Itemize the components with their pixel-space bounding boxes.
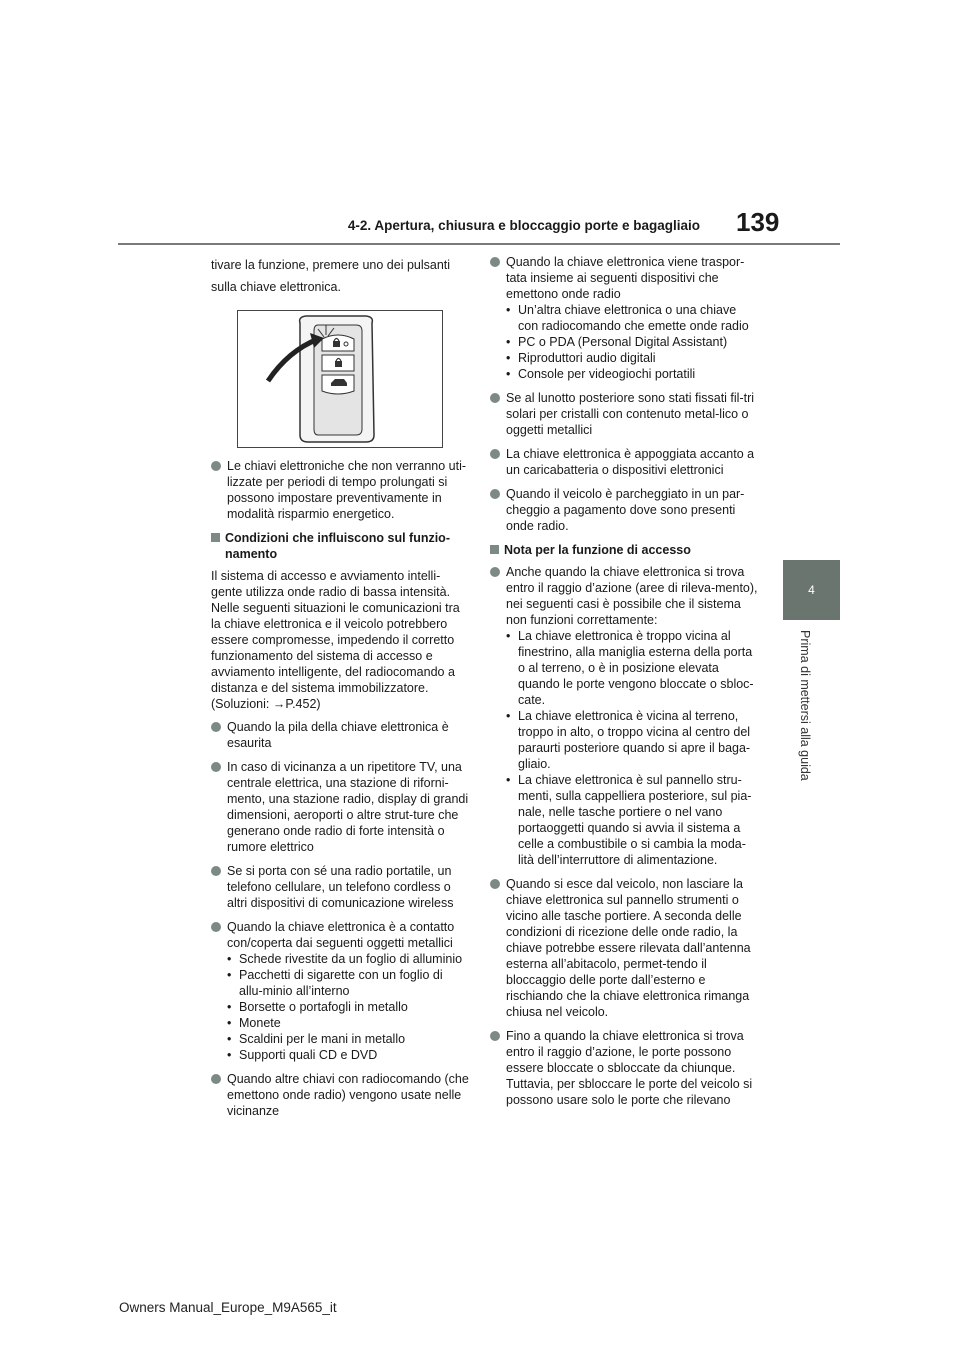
section-heading: Nota per la funzione di accesso bbox=[490, 542, 758, 558]
right-column bbox=[490, 254, 758, 1116]
list-item: La chiave elettronica è appoggiata accanto a un caricabatteria o dispositivi elettronici bbox=[490, 446, 758, 478]
sub-list-item: • PC o PDA (Personal Digital Assistant) bbox=[506, 334, 758, 350]
sub-list-item: • Console per videogiochi portatili bbox=[506, 366, 758, 382]
smart-key-illustration bbox=[237, 310, 443, 448]
bullet-icon bbox=[490, 879, 500, 889]
sub-list-item: • Monete bbox=[227, 1015, 469, 1031]
square-bullet-icon bbox=[490, 545, 499, 554]
list-item: Anche quando la chiave elettronica si trova entro il raggio d’azione (aree di rileva-mento), nei seguenti casi è possibile che il sistema non funzioni correttamente: • La chiave elettronica è troppo vicina al finestrino, alla maniglia esterna della porta o al terreno, o è in posizione elevata quando le porte vengono bloccate o sbloc-cate. • La chiave elettronica è vicina al terreno, troppo in alto, o troppo vicina al centro del paraurti posteriore quando si apre il baga-gliaio. • La chiave elettronica è sul pannello stru-menti, sulla cappelliera posteriore, sul pia-nale, nelle tasche portiere o nel vano portaoggetti quando si avvia il sistema a celle a combustibile o si cambia la moda-lità dell’interruttore di alimentazione. bbox=[490, 564, 758, 868]
bullet-icon bbox=[211, 461, 221, 471]
list-item: Se al lunotto posteriore sono stati fissati fil-tri solari per cristalli con contenuto metal-lico o oggetti metallici bbox=[490, 390, 758, 438]
bullet-icon bbox=[211, 722, 221, 732]
square-bullet-icon bbox=[211, 533, 220, 542]
bullet-icon bbox=[211, 1074, 221, 1084]
page-reference-link[interactable]: →P.452) bbox=[272, 697, 321, 711]
chapter-tab bbox=[783, 560, 840, 620]
chapter-label: Prima di mettersi alla guida bbox=[798, 630, 812, 781]
sub-list-item: • Borsette o portafogli in metallo bbox=[227, 999, 469, 1015]
page-number: 139 bbox=[736, 207, 780, 237]
sub-list-item: • Un’altra chiave elettronica o una chiave con radiocomando che emette onde radio bbox=[506, 302, 758, 334]
bullet-icon bbox=[490, 257, 500, 267]
bullet-icon bbox=[490, 1031, 500, 1041]
bullet-icon bbox=[211, 922, 221, 932]
bullet-icon bbox=[211, 866, 221, 876]
section-heading: Condizioni che influiscono sul funzio-namento bbox=[211, 530, 469, 562]
list-item: Le chiavi elettroniche che non verranno uti-lizzate per periodi di tempo prolungati si possono impostare preventivamente in modalità risparmio energetico. bbox=[211, 458, 469, 522]
paragraph: Il sistema di accesso e avviamento intelli-gente utilizza onde radio di bassa intensità. Nelle seguenti situazioni le comunicazioni tra la chiave elettronica e il veicolo potrebbero essere compromesse, impedendo il corretto funzionamento del sistema di accesso e avviamento intelligente, del radiocomando a distanza e del sistema immobilizzatore. (Soluzioni: →P.452) bbox=[211, 569, 460, 711]
list-item: Quando la pila della chiave elettronica è esaurita bbox=[211, 719, 469, 751]
list-item: Se si porta con sé una radio portatile, un telefono cellulare, un telefono cordless o altri dispositivi di comunicazione wireless bbox=[211, 863, 469, 911]
bullet-icon bbox=[490, 567, 500, 577]
list-item: Quando la chiave elettronica viene traspor-tata insieme ai seguenti dispositivi che emettono onde radio • Un’altra chiave elettronica o una chiave con radiocomando che emette onde radio • PC o PDA (Personal Digital Assistant) • Riproduttori audio digitali • Console per videogiochi portatili bbox=[490, 254, 758, 382]
bullet-icon bbox=[490, 489, 500, 499]
smart-key-icon bbox=[238, 311, 442, 447]
sub-list-item: • Riproduttori audio digitali bbox=[506, 350, 758, 366]
sub-list-item: • La chiave elettronica è vicina al terreno, troppo in alto, o troppo vicina al centro del paraurti posteriore quando si apre il baga-gliaio. bbox=[506, 708, 758, 772]
intro-text: tivare la funzione, premere uno dei pulsanti sulla chiave elettronica. bbox=[211, 258, 451, 294]
sub-list-item: • Pacchetti di sigarette con un foglio di allu-minio all’interno bbox=[227, 967, 469, 999]
footer-document-id: Owners Manual_Europe_M9A565_it bbox=[119, 1300, 337, 1315]
header-rule bbox=[118, 243, 840, 245]
list-item: Quando la chiave elettronica è a contatto con/coperta dai seguenti oggetti metallici • Schede rivestite da un foglio di alluminio • Pacchetti di sigarette con un foglio di allu-minio all’interno • Borsette o portafogli in metallo • Monete • Scaldini per le mani in metallo • Supporti quali CD e DVD bbox=[211, 919, 469, 1063]
list-item: Fino a quando la chiave elettronica si trova entro il raggio d’azione, le porte possono essere bloccate o sbloccate da chiunque. Tuttavia, per sbloccare le porte del veicolo si possono usare solo le porte che rilevano bbox=[490, 1028, 758, 1108]
bullet-icon bbox=[211, 762, 221, 772]
list-item: Quando si esce dal veicolo, non lasciare la chiave elettronica sul pannello strumenti o vicino alle tasche portiere. A seconda delle condizioni di ricezione delle onde radio, la chiave potrebbe essere rilevata dall’antenna esterna all’abitacolo, permet-tendo il bloccaggio delle porte dall’esterno e rischiando che la chiave elettronica rimanga chiusa nel veicolo. bbox=[490, 876, 758, 1020]
list-item: Quando il veicolo è parcheggiato in un par-cheggio a pagamento dove sono presenti onde radio. bbox=[490, 486, 758, 534]
sub-list-item: • Supporti quali CD e DVD bbox=[227, 1047, 469, 1063]
bullet-icon bbox=[490, 393, 500, 403]
sub-list-item: • Schede rivestite da un foglio di alluminio bbox=[227, 951, 469, 967]
sub-list-item: • Scaldini per le mani in metallo bbox=[227, 1031, 469, 1047]
list-item: In caso di vicinanza a un ripetitore TV, una centrale elettrica, una stazione di riforni-mento, una stazione radio, display di grandi dimensioni, aeroporti o altre strut-ture che generano onde radio di forte intensità o rumore elettrico bbox=[211, 759, 469, 855]
sub-list-item: • La chiave elettronica è sul pannello stru-menti, sulla cappelliera posteriore, sul pia-nale, nelle tasche portiere o nel vano portaoggetti quando si avvia il sistema a celle a combustibile o si cambia la moda-lità dell’interruttore di alimentazione. bbox=[506, 772, 758, 868]
chapter-number: 4 bbox=[808, 583, 815, 597]
list-item: Quando altre chiavi con radiocomando (che emettono onde radio) vengono usate nelle vicinanze bbox=[211, 1071, 469, 1119]
sub-list-item: • La chiave elettronica è troppo vicina al finestrino, alla maniglia esterna della porta o al terreno, o è in posizione elevata quando le porte vengono bloccate o sbloc-cate. bbox=[506, 628, 758, 708]
bullet-icon bbox=[490, 449, 500, 459]
left-column bbox=[211, 254, 469, 1127]
header-section-title: 4-2. Apertura, chiusura e bloccaggio porte e bagagliaio bbox=[347, 218, 700, 233]
